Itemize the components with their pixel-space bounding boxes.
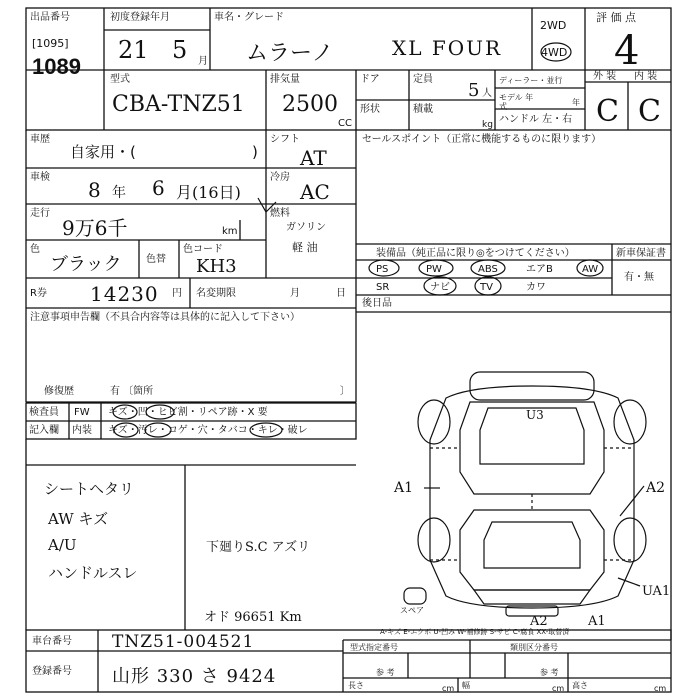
vin: TNZ51-004521 [112,632,255,652]
repair-label: 修復歴 [44,386,74,397]
history-close: ) [252,143,258,161]
km-unit: km [222,226,238,237]
capacity: 5 [468,80,480,101]
int-label: 内装 [72,425,92,436]
displacement: 2500 [282,92,338,117]
score-label: 評 価 点 [596,11,636,24]
handle-label: ハンドル 左・右 [499,114,573,125]
warranty-label: 新車保証書 [616,248,666,259]
repair-close: 〕 [340,386,350,397]
remark-line-2: AW キズ [48,510,109,528]
int-items: キズ・汚レ・コゲ・穴・タバコ・キレ・破レ [108,425,308,436]
equip-ps: PS [376,264,389,275]
damage-label-ua1: UA1 [642,584,671,599]
remark-odometer: オド 96651 Km [204,610,302,625]
drive-2wd: 2WD [540,19,567,32]
width-label: 幅 [462,681,470,690]
inspector-label-2: 記入欄 [29,425,59,436]
equip-abs: ABS [478,264,498,275]
damage-label-u3: U3 [526,408,544,422]
yen-unit: 円 [172,288,182,299]
inspect-label: 車検 [30,172,50,183]
equip-pw: PW [426,264,442,275]
type-cert-label: 型式指定番号 [350,643,398,652]
interior-grade: C [638,94,661,129]
grade: XL FOUR [392,36,503,60]
equip-sr: SR [376,282,390,293]
recycle-label: R券 [30,288,47,299]
person-unit: 人 [482,88,492,99]
cooler-label: 冷房 [270,172,290,183]
plate-label: 登録番号 [32,666,72,677]
inspect-month: 6 [152,176,165,200]
length-label: 長さ [348,681,364,690]
remark-underside: 下廻りS.C アズリ [206,540,311,555]
color-value: ブラック [50,254,122,275]
name-label: 車名・グレード [214,12,284,23]
color-label: 色 [30,244,40,255]
inspector-label-1: 検査員 [29,407,59,418]
plate-value: 山形 330 さ 9424 [112,666,277,687]
dealer-label: ディーラー・並行 [499,76,563,85]
displacement-label: 排気量 [270,74,300,85]
drive-4wd: 4WD [541,46,568,59]
interior-label: 内 装 [634,71,658,82]
remark-line-3: A/U [48,536,77,554]
fw-items: キズ・凹・ヒビ割・リペア跡・X 要 [108,407,268,418]
car-name: ムラーノ [246,41,334,66]
exterior-grade: C [596,94,619,129]
damage-label-a1-rear: A1 [588,614,606,629]
lot-sub: [1095] [32,37,69,50]
reg-label: 初度登録年月 [110,12,170,23]
mileage-label: 走行 [30,208,50,219]
exterior-label: 外 装 [593,71,617,82]
fuel-gasoline: ガソリン [286,222,326,233]
sales-label: セールスポイント（正常に機能するものに限ります） [362,134,602,145]
ref-2: 参 考 [540,668,559,677]
repair-value: 有 〔箇所 [110,386,154,397]
model-year-label: モデル 年式 [499,93,534,111]
inspect-day: 月(16日) [176,183,241,202]
cm-1: cm [442,684,455,693]
kg-unit: kg [482,120,493,130]
equip-leather: カワ [526,282,546,293]
repaint-label: 色替 [146,254,166,265]
door-label: ドア [360,74,380,85]
damage-label-a1-left: A1 [394,480,414,496]
damage-label-a2-rear: A2 [530,614,548,629]
fuel-label: 燃料 [270,208,290,219]
notes-label: 注意事項申告欄（不具合内容等は具体的に記入して下さい） [30,312,300,323]
mileage-value: 9万6千 [62,216,128,240]
damage-legend: A-キズ E-エクボ U-凹み W-補修跡 S-サビ C-腐食 XX-取替済 [380,628,570,636]
vin-label: 車台番号 [32,636,72,647]
model: CBA-TNZ51 [112,92,245,117]
spare-label: スペア [400,606,424,615]
cc-unit: CC [338,118,352,129]
cm-3: cm [654,684,667,693]
cooler-value: AC [300,180,330,204]
equip-navi: ナビ [430,282,450,293]
class-label: 類別区分番号 [510,643,558,652]
equip-airbag: エアB [526,264,553,275]
year-unit: 年 [572,98,580,107]
fuel-diesel: 軽 油 [292,241,318,254]
warranty-value: 有・無 [624,272,654,283]
color-code: KH3 [196,256,237,277]
month-unit: 月 [290,288,300,299]
lot-number: 1089 [32,54,81,79]
ref-1: 参 考 [376,668,395,677]
capacity-label: 定員 [413,74,433,85]
history-value: 自家用・( [70,143,136,161]
lot-label: 出品番号 [30,12,70,23]
reg-month-unit: 月 [198,56,208,67]
expiry-label: 名変期限 [196,288,236,299]
recycle-value: 14230 [90,282,159,306]
height-label: 高さ [572,681,588,690]
inspect-year: 8 [88,178,101,202]
shift-label: シフト [270,134,300,145]
remark-line-1: シートヘタリ [44,480,135,498]
equipment-label: 装備品（純正品に限り◎をつけてください） [376,248,575,259]
inspect-year-unit: 年 [112,185,126,201]
equip-tv: TV [480,282,493,293]
damage-label-a2-right: A2 [646,480,666,496]
reg-year: 21 [118,36,149,64]
day-unit: 日 [336,288,346,299]
history-label: 車歴 [30,134,50,145]
color-code-label: 色コード [183,244,223,255]
shift-value: AT [300,146,327,170]
model-label: 型式 [110,74,130,85]
cm-2: cm [552,684,565,693]
reg-month: 5 [172,36,188,64]
car-damage-diagram [404,372,646,616]
equip-aw: AW [582,264,599,275]
fw-label: FW [74,407,90,418]
remark-line-4: ハンドルスレ [48,564,138,582]
after-label: 後日品 [362,298,392,309]
load-label: 積載 [413,104,433,115]
score: 4 [614,28,640,74]
shape-label: 形状 [360,104,380,115]
